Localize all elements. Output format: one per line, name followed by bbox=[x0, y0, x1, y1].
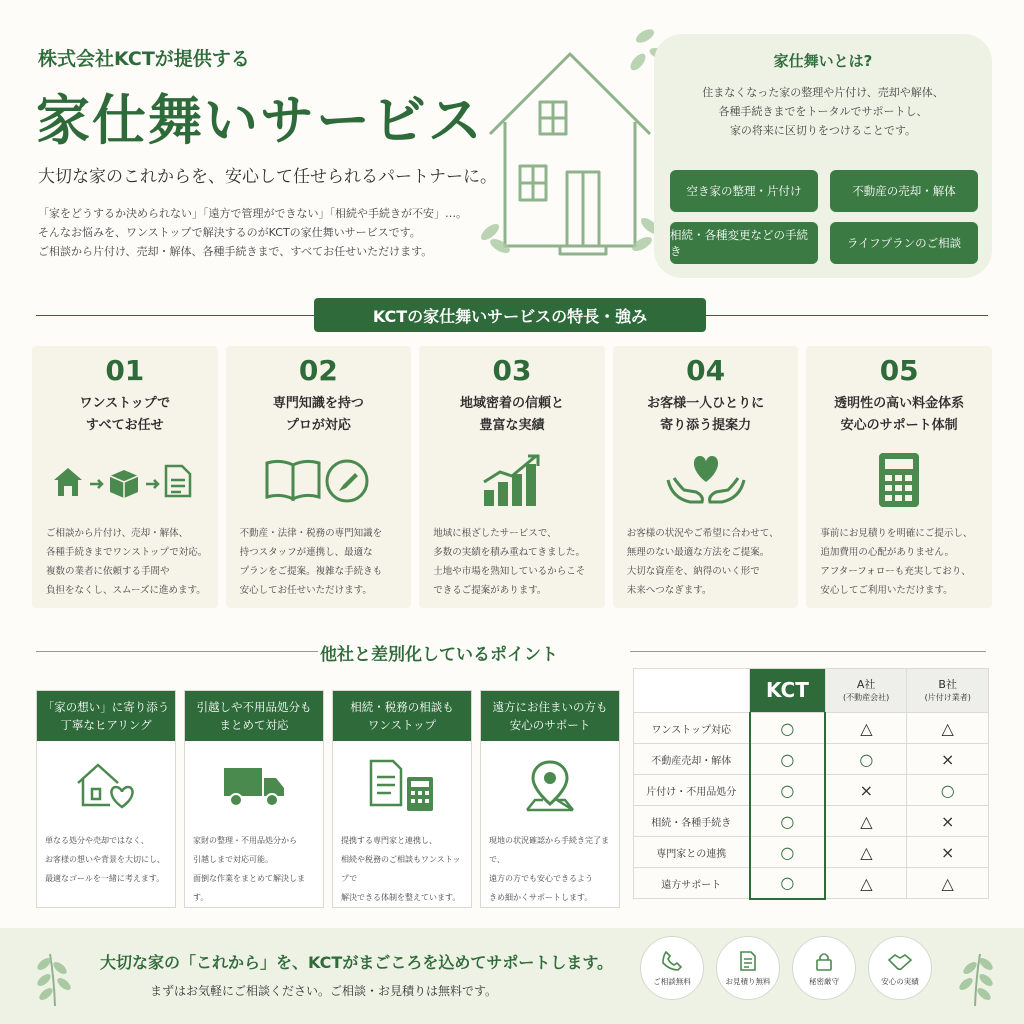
feature-body-line: お客様の状況やご希望に合わせて、 bbox=[626, 528, 779, 539]
diff-card-title-line: 相続・税務の相談も bbox=[350, 700, 454, 714]
column-name: B社 bbox=[938, 677, 957, 691]
mark: ○ bbox=[940, 780, 955, 800]
mark: ○ bbox=[780, 873, 795, 893]
section-divider bbox=[36, 651, 318, 652]
mark: ○ bbox=[859, 749, 874, 769]
feature-card bbox=[806, 346, 992, 608]
diff-card-header bbox=[185, 691, 323, 741]
diff-card-body-line: 解決できる体制を整えています。 bbox=[341, 893, 461, 902]
table-row bbox=[634, 868, 989, 899]
mark: △ bbox=[941, 873, 954, 893]
about-button-grid bbox=[670, 170, 978, 264]
feature-title bbox=[419, 393, 605, 437]
hero-desc-line: そんなお悩みを、ワンストップで解決するのがKCTの家仕舞いサービスです。 bbox=[38, 226, 421, 239]
column-header-b bbox=[907, 669, 989, 713]
leaf-left-icon bbox=[30, 948, 80, 1008]
diff-card-body bbox=[489, 831, 613, 907]
feature-body bbox=[433, 524, 603, 600]
feature-card bbox=[32, 346, 218, 608]
feature-body-line: 地域に根ざしたサービスで、 bbox=[433, 528, 557, 539]
about-panel bbox=[654, 34, 992, 278]
hands-heart-icon bbox=[613, 450, 799, 510]
diff-heading: 他社と差別化しているポイント bbox=[320, 645, 558, 665]
mark: △ bbox=[860, 842, 873, 862]
service-button-cleanup[interactable]: 空き家の整理・片付け bbox=[670, 170, 818, 212]
diff-card-title-line: 「家の想い」に寄り添う bbox=[42, 700, 170, 714]
table-row bbox=[634, 744, 989, 775]
diff-card-body-line: 相続や税務のご相談もワンストップで bbox=[341, 855, 461, 883]
leaf-right-icon bbox=[950, 948, 1000, 1008]
feature-title bbox=[806, 393, 992, 437]
feature-card bbox=[419, 346, 605, 608]
diff-card-title-line: まとめて対応 bbox=[219, 718, 289, 732]
about-title: 家仕舞いとは? bbox=[773, 52, 873, 70]
feature-title-line: 透明性の高い料金体系 bbox=[834, 396, 965, 411]
row-label: 相続・各種手続き bbox=[634, 806, 750, 837]
hero-subtitle: 株式会社KCTが提供する bbox=[38, 48, 250, 70]
calculator-icon bbox=[806, 450, 992, 510]
feature-body-line: 持つスタッフが連携し、最適な bbox=[239, 547, 373, 558]
feature-title-line: プロが対応 bbox=[285, 418, 351, 433]
diff-card-title-line: 遠方にお住まいの方も bbox=[492, 700, 608, 714]
diff-card-body bbox=[45, 831, 169, 888]
feature-number: 05 bbox=[879, 354, 919, 387]
feature-body-line: プランをご提案。複雑な手続きも bbox=[239, 566, 383, 577]
mark: × bbox=[859, 780, 874, 800]
diff-card-title-line: 引越しや不用品処分も bbox=[196, 700, 312, 714]
feature-body-line: 追加費用の心配がありません。 bbox=[820, 547, 954, 558]
comparison-table bbox=[633, 668, 989, 900]
feature-title bbox=[32, 393, 218, 437]
diff-card-body-line: 遠方の方でも安心できるよう bbox=[489, 874, 593, 883]
features-heading: KCTの家仕舞いサービスの特長・強み bbox=[314, 298, 706, 332]
diff-card bbox=[480, 690, 620, 908]
feature-card bbox=[613, 346, 799, 608]
column-header-kct bbox=[750, 669, 826, 713]
badge-list bbox=[640, 936, 932, 1000]
feature-body-line: できるご提案があります。 bbox=[433, 585, 547, 596]
growth-chart-icon bbox=[419, 450, 605, 510]
feature-body-line: 安心してご利用いただけます。 bbox=[820, 585, 953, 596]
service-button-procedures[interactable]: 相続・各種変更などの手続き bbox=[670, 222, 818, 264]
diff-card-title-line: 丁寧なヒアリング bbox=[60, 718, 152, 732]
house-heart-icon bbox=[37, 755, 175, 817]
feature-body-line: 未来へつなぎます。 bbox=[626, 585, 712, 596]
features-list bbox=[32, 346, 992, 608]
footer-subtext: まずはお気軽にご相談ください。ご相談・お見積りは無料です。 bbox=[150, 984, 498, 998]
diff-card-body-line: お客様の想いや背景を大切にし、 bbox=[45, 855, 165, 864]
column-sub: (片付け業者) bbox=[924, 692, 971, 702]
feature-number: 04 bbox=[686, 354, 726, 387]
table-corner bbox=[634, 669, 750, 713]
table-row bbox=[634, 806, 989, 837]
diff-card-title-line: 安心のサポート bbox=[509, 718, 591, 732]
handshake-icon bbox=[887, 950, 913, 972]
diff-card-header bbox=[333, 691, 471, 741]
house-box-document-icon bbox=[32, 450, 218, 510]
book-pen-icon bbox=[226, 450, 412, 510]
mark: × bbox=[941, 811, 955, 831]
diff-card-body-line: きめ細かくサポートします。 bbox=[489, 893, 593, 902]
mark: ○ bbox=[780, 811, 795, 831]
badge-label: ご相談無料 bbox=[653, 976, 691, 986]
hero-desc-line: ご相談から片付け、売却・解体、各種手続きまで、すべてお任せいただけます。 bbox=[38, 245, 433, 258]
truck-icon bbox=[185, 755, 323, 817]
feature-title-line: 専門知識を持つ bbox=[272, 396, 364, 411]
document-calculator-icon bbox=[333, 755, 471, 817]
badge-free-consultation bbox=[640, 936, 704, 1000]
feature-title bbox=[613, 393, 799, 437]
diff-card-body bbox=[193, 831, 317, 907]
badge-track-record bbox=[868, 936, 932, 1000]
feature-body-line: 各種手続きまでワンストップで対応。 bbox=[46, 547, 208, 558]
diff-card-body-line: 最適なゴールを一緒に考えます。 bbox=[45, 874, 165, 883]
diff-card-body bbox=[341, 831, 465, 907]
feature-body-line: 負担をなくし、スムーズに進めます。 bbox=[46, 585, 206, 596]
diff-card-body-line: 提携する専門家と連携し、 bbox=[341, 836, 437, 845]
service-button-lifeplan[interactable]: ライフプランのご相談 bbox=[830, 222, 978, 264]
table-row bbox=[634, 775, 989, 806]
mark: △ bbox=[860, 718, 873, 738]
row-label: 片付け・不用品処分 bbox=[634, 775, 750, 806]
diff-card-title-line: ワンストップ bbox=[367, 718, 437, 732]
feature-body-line: ご相談から片付け、売却・解体、 bbox=[46, 528, 189, 539]
feature-body bbox=[820, 524, 990, 600]
diff-card bbox=[332, 690, 472, 908]
about-text bbox=[654, 83, 992, 140]
diff-card-body-line: 現地の状況確認から手続き完了まで、 bbox=[489, 836, 609, 864]
diff-card bbox=[36, 690, 176, 908]
estimate-document-icon bbox=[737, 950, 759, 972]
diff-card-header bbox=[481, 691, 619, 741]
feature-body-line: 無理のない最適な方法をご提案。 bbox=[626, 547, 770, 558]
hero-description bbox=[38, 204, 498, 261]
feature-title-line: 寄り添う提案力 bbox=[660, 418, 752, 433]
feature-body-line: 大切な資産を、納得のいく形で bbox=[626, 566, 760, 577]
feature-title-line: すべてお任せ bbox=[85, 418, 164, 433]
badge-label: 秘密厳守 bbox=[809, 976, 839, 986]
row-label: 遠方サポート bbox=[634, 868, 750, 899]
hero-desc-line: 「家をどうするか決められない」「遠方で管理ができない」「相続や手続きが不安」…。 bbox=[38, 207, 467, 220]
feature-title-line: ワンストップで bbox=[79, 396, 171, 411]
section-divider bbox=[630, 651, 986, 652]
row-label: ワンストップ対応 bbox=[634, 713, 750, 744]
footer-banner bbox=[0, 928, 1024, 1024]
badge-confidential bbox=[792, 936, 856, 1000]
feature-title bbox=[226, 393, 412, 437]
feature-title-line: 安心のサポート体制 bbox=[840, 418, 958, 433]
about-text-line: 住まなくなった家の整理や片付け、売却や解体、 bbox=[702, 86, 944, 99]
service-button-sale[interactable]: 不動産の売却・解体 bbox=[830, 170, 978, 212]
table-header-row bbox=[634, 669, 989, 713]
diff-card-header bbox=[37, 691, 175, 741]
mark: △ bbox=[860, 811, 873, 831]
row-label: 専門家との連携 bbox=[634, 837, 750, 868]
feature-title-line: 豊富な実績 bbox=[479, 418, 545, 433]
mark: × bbox=[941, 749, 955, 769]
about-text-line: 各種手続きまでをトータルでサポートし、 bbox=[718, 105, 928, 118]
mark: △ bbox=[860, 873, 873, 893]
feature-body-line: 土地や市場を熟知しているからこそ bbox=[433, 566, 586, 577]
feature-body-line: 事前にお見積りを明確にご提示し、 bbox=[820, 528, 973, 539]
mark: ○ bbox=[780, 780, 795, 800]
badge-label: お見積り無料 bbox=[725, 976, 771, 986]
hero-lead: 大切な家のこれからを、安心して任せられるパートナーに。 bbox=[38, 167, 497, 187]
feature-body-line: 多数の実績を積み重ねてきました。 bbox=[433, 547, 585, 558]
column-sub: (不動産会社) bbox=[842, 692, 890, 702]
column-name: KCT bbox=[765, 678, 809, 702]
footer-message: 大切な家の「これから」を、KCTがまごころを込めてサポートします。 bbox=[100, 953, 614, 972]
row-label: 不動産売却・解体 bbox=[634, 744, 750, 775]
feature-number: 02 bbox=[298, 354, 338, 387]
feature-body bbox=[240, 524, 410, 600]
map-pin-icon bbox=[481, 755, 619, 817]
column-header-a bbox=[825, 669, 907, 713]
feature-body-line: 不動産・法律・税務の専門知識を bbox=[239, 528, 383, 539]
diff-card-body-line: 家財の整理・不用品処分から bbox=[193, 836, 297, 845]
table-row bbox=[634, 713, 989, 744]
table-row bbox=[634, 837, 989, 868]
mark: ○ bbox=[780, 718, 795, 738]
badge-label: 安心の実績 bbox=[881, 976, 919, 986]
diff-card-body-line: 引越しまで対応可能。 bbox=[193, 855, 273, 864]
phone-icon bbox=[661, 950, 683, 972]
column-name: A社 bbox=[856, 677, 876, 691]
lock-icon bbox=[813, 950, 835, 972]
mark: × bbox=[941, 842, 955, 862]
mark: ○ bbox=[780, 749, 795, 769]
diff-card-body-line: 面倒な作業をまとめて解決します。 bbox=[193, 874, 305, 902]
mark: △ bbox=[941, 718, 954, 738]
feature-number: 03 bbox=[492, 354, 532, 387]
feature-number: 01 bbox=[105, 354, 145, 387]
page-title: 家仕舞いサービス bbox=[36, 88, 484, 152]
diff-card bbox=[184, 690, 324, 908]
feature-body-line: アフターフォローも充実しており、 bbox=[820, 566, 971, 577]
feature-body bbox=[627, 524, 797, 600]
mark: ○ bbox=[780, 842, 795, 862]
badge-free-estimate bbox=[716, 936, 780, 1000]
house-illustration-icon bbox=[470, 14, 680, 274]
feature-body-line: 安心してお任せいただけます。 bbox=[239, 585, 372, 596]
diff-card-body-line: 単なる処分や売却ではなく、 bbox=[45, 836, 149, 845]
feature-body-line: 複数の業者に依頼する手間や bbox=[46, 566, 170, 577]
about-text-line: 家の将来に区切りをつけることです。 bbox=[729, 124, 917, 137]
feature-body bbox=[46, 524, 216, 600]
diff-card-list bbox=[36, 690, 620, 908]
feature-card bbox=[226, 346, 412, 608]
feature-title-line: 地域密着の信頼と bbox=[459, 396, 564, 411]
feature-title-line: お客様一人ひとりに bbox=[647, 396, 765, 411]
